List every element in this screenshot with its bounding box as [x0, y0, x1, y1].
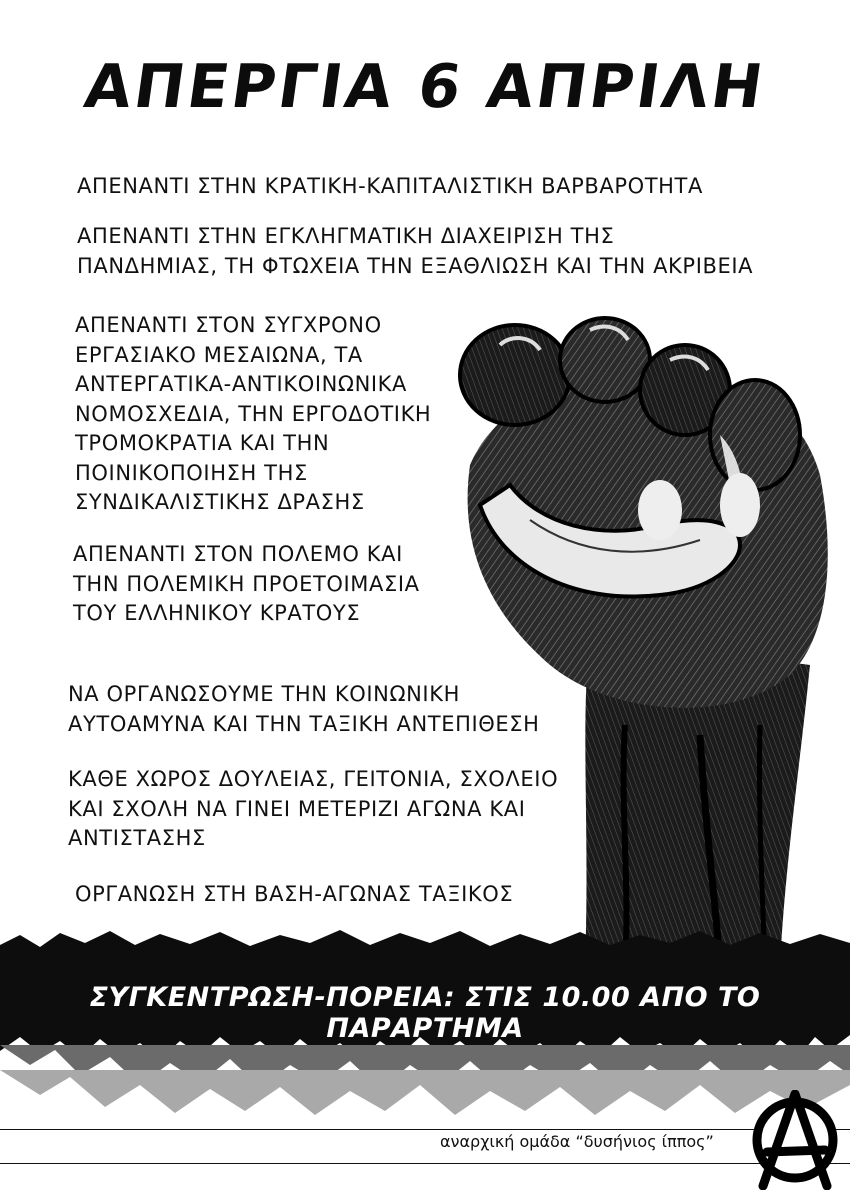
- rally-banner: ΣΥΓΚΕΝΤΡΩΣΗ-ΠΟΡΕΙΑ: ΣΤΙΣ 10.00 ΑΠΟ ΤΟ ΠΑΡΑΡΤΗΜΑ: [89, 982, 761, 1044]
- paragraph-line: ΤΟΥ ΕΛΛΗΝΙΚΟΥ ΚΡΑΤΟΥΣ: [73, 601, 361, 625]
- paragraph-line: ΑΠΕΝΑΝΤΙ ΣΤΟΝ ΣΥΓΧΡΟΝΟ: [75, 313, 382, 337]
- paragraph-line: ΝΑ ΟΡΓΑΝΩΣΟΥΜΕ ΤΗΝ ΚΟΙΝΩΝΙΚΗ: [68, 682, 460, 706]
- paragraph-line: ΝΟΜΟΣΧΕΔΙΑ, ΤΗΝ ΕΡΓΟΔΟΤΙΚΗ: [75, 401, 432, 426]
- footer-line-top: [0, 1129, 850, 1130]
- paragraph-line: ΑΠΕΝΑΝΤΙ ΣΤΗΝ ΕΓΚΛΗΓΜΑΤΙΚΗ ΔΙΑΧΕΙΡΙΣΗ ΤΗΣ: [77, 224, 615, 248]
- paragraph-line: ΤΡΟΜΟΚΡΑΤΙΑ ΚΑΙ ΤΗΝ: [75, 431, 330, 455]
- paragraph-war: [73, 540, 420, 629]
- group-signature: αναρχική ομάδα “δυσήνιος ίππος”: [440, 1132, 714, 1151]
- circle-a-anarchy-icon: [745, 1090, 845, 1190]
- paragraph-line: ΑΠΕΝΑΝΤΙ ΣΤΟΝ ΠΟΛΕΜΟ ΚΑΙ: [73, 542, 403, 566]
- paragraph-line: ΚΑΙ ΣΧΟΛΗ ΝΑ ΓΙΝΕΙ ΜΕΤΕΡΙΖΙ ΑΓΩΝΑ ΚΑΙ: [68, 796, 526, 821]
- paragraph-line: ΕΡΓΑΣΙΑΚΟ ΜΕΣΑΙΩΝΑ, ΤΑ: [75, 342, 363, 367]
- paragraph-line: ΤΗΝ ΠΟΛΕΜΙΚΗ ΠΡΟΕΤΟΙΜΑΣΙΑ: [73, 571, 420, 596]
- paragraph-line: ΟΡΓΑΝΩΣΗ ΣΤΗ ΒΑΣΗ-ΑΓΩΝΑΣ ΤΑΞΙΚΟΣ: [75, 882, 514, 906]
- raised-fist-icon: [440, 305, 840, 965]
- paragraph-line: ΑΥΤΟΑΜΥΝΑ ΚΑΙ ΤΗΝ ΤΑΞΙΚΗ ΑΝΤΕΠΙΘΕΣΗ: [68, 711, 540, 736]
- paragraph-line: ΑΝΤΕΡΓΑΤΙΚΑ-ΑΝΤΙΚΟΙΝΩΝΙΚΑ: [75, 372, 408, 396]
- paragraph-line: ΠΑΝΔΗΜΙΑΣ, ΤΗ ΦΤΩΧΕΙΑ ΤΗΝ ΕΞΑΘΛΙΩΣΗ ΚΑΙ ΤΗΝ ΑΚΡΙΒΕΙΑ: [77, 253, 754, 278]
- paragraph-line: ΣΥΝΔΙΚΑΛΙΣΤΙΚΗΣ ΔΡΑΣΗΣ: [75, 490, 365, 514]
- paragraph-line: ΑΝΤΙΣΤΑΣΗΣ: [68, 826, 206, 850]
- paragraph-labour: [75, 311, 431, 518]
- poster-title: ΑΠΕΡΓΙΑ 6 ΑΠΡΙΛΗ: [80, 52, 770, 122]
- footer-line-bottom: [0, 1163, 850, 1164]
- paragraph-pandemic: [77, 222, 753, 281]
- paragraph-barbarity: [77, 172, 703, 202]
- paragraph-line: ΚΑΘΕ ΧΩΡΟΣ ΔΟΥΛΕΙΑΣ, ΓΕΙΤΟΝΙΑ, ΣΧΟΛΕΙΟ: [68, 767, 559, 791]
- paragraph-line: ΑΠΕΝΑΝΤΙ ΣΤΗΝ ΚΡΑΤΙΚΗ-ΚΑΠΙΤΑΛΙΣΤΙΚΗ ΒΑΡΒΑΡΟΤΗΤΑ: [77, 174, 703, 198]
- paragraph-line: ΠΟΙΝΙΚΟΠΟΙΗΣΗ ΤΗΣ: [75, 460, 308, 485]
